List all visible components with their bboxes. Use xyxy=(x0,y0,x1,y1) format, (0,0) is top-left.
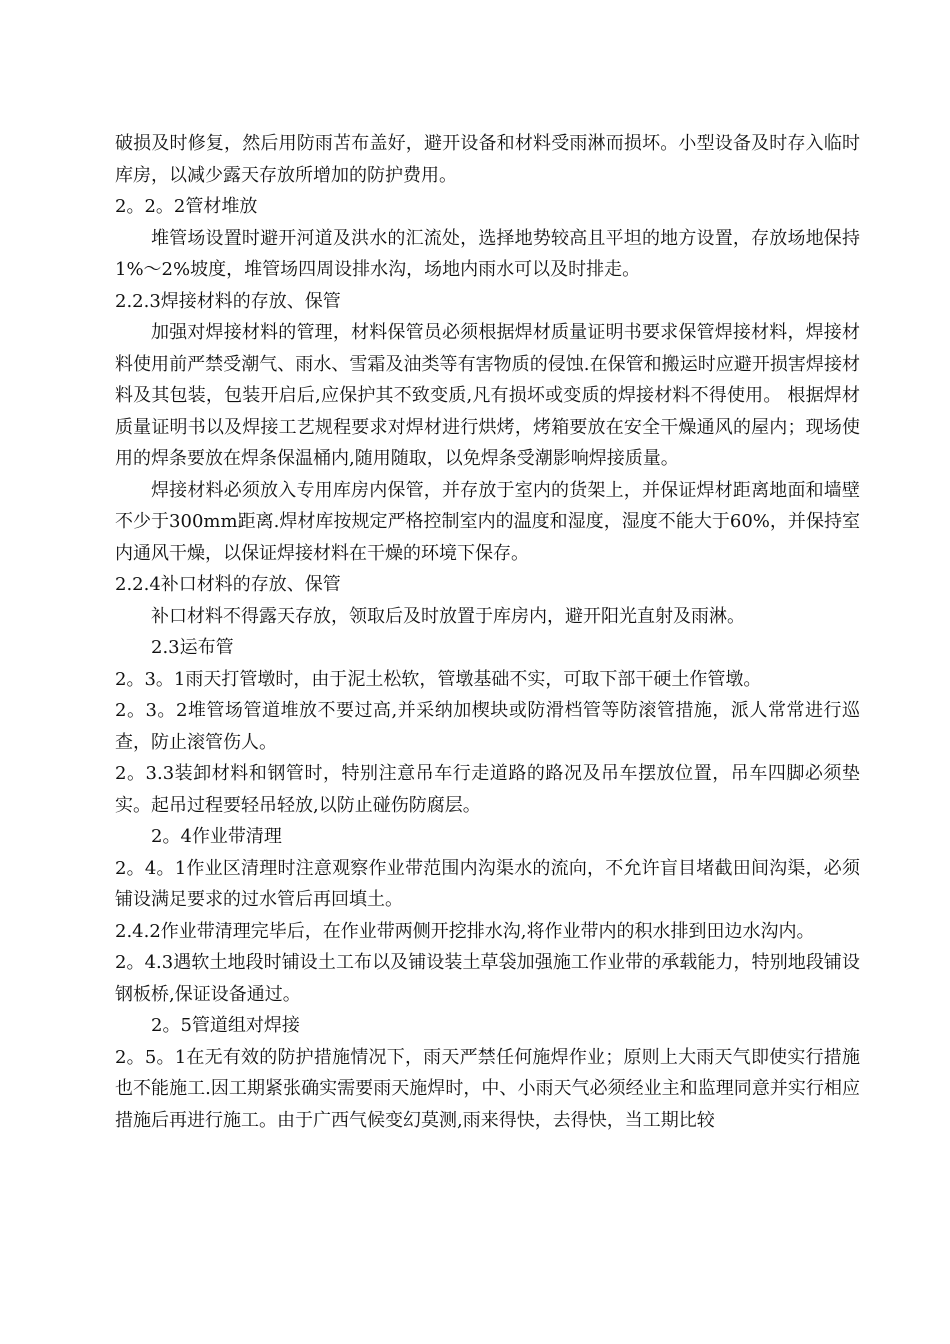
document-body xyxy=(115,128,860,1136)
paragraph: 补口材料不得露天存放，领取后及时放置于库房内，避开阳光直射及雨淋。 xyxy=(151,605,745,627)
paragraph: 2。4。1作业区清理时注意观察作业带范围内沟渠水的流向，不允许盲目堵截田间沟渠，必须铺设满足要求的过水管后再回填土。 xyxy=(115,857,860,910)
paragraph: 2。3.3装卸材料和钢管时，特别注意吊车行走道路的路况及吊车摆放位置，吊车四脚必须垫实。起吊过程要轻吊轻放,以防止碰伤防腐层。 xyxy=(115,763,860,816)
section-heading: 2.3运布管 xyxy=(151,637,234,658)
section-heading: 2.2.3焊接材料的存放、保管 xyxy=(115,290,341,312)
paragraph: 破损及时修复，然后用防雨苫布盖好，避开设备和材料受雨淋而损坏。小型设备及时存入临时库房，以减少露天存放所增加的防护费用。 xyxy=(115,133,860,186)
paragraph: 2.4.2作业带清理完毕后，在作业带两侧开挖排水沟,将作业带内的积水排到田边水沟内。 xyxy=(115,920,815,942)
section-heading: 2.2.4补口材料的存放、保管 xyxy=(115,574,341,595)
section-heading: 2。2。2管材堆放 xyxy=(115,196,258,217)
paragraph: 2。3。1雨天打管墩时，由于泥土松软，管墩基础不实，可取下部干硬土作管墩。 xyxy=(115,668,762,690)
section-heading: 2。4作业带清理 xyxy=(151,826,282,847)
paragraph: 2。3。2堆管场管道堆放不要过高,并采纳加楔块或防滑档管等防滚管措施，派人常常进行巡查，防止滚管伤人。 xyxy=(115,700,860,753)
section-heading: 2。5管道组对焊接 xyxy=(151,1015,300,1036)
paragraph: 2。4.3遇软土地段时铺设土工布以及铺设装土草袋加强施工作业带的承载能力，特别地段铺设钢板桥,保证设备通过。 xyxy=(115,952,860,1005)
paragraph: 加强对焊接材料的管理，材料保管员必须根据焊材质量证明书要求保管焊接材料，焊接材料使用前严禁受潮气、雨水、雪霜及油类等有害物质的侵蚀.在保管和搬运时应避开损害焊接材料及其包装，包装开启后,应保护其不致变质,凡有损坏或变质的焊接材料不得使用。 根据焊材质量证明书以及焊接工艺规程要求对焊材进行烘烤，烤箱要放在安全干燥通风的屋内；现场使用的焊条要放在焊条保温桶内,随用随取，以免焊条受潮影响焊接质量。 xyxy=(115,322,860,469)
paragraph: 2。5。1在无有效的防护措施情况下，雨天严禁任何施焊作业；原则上大雨天气即使实行措施也不能施工.因工期紧张确实需要雨天施焊时，中、小雨天气必须经业主和监理同意并实行相应措施后再进行施工。由于广西气候变幻莫测,雨来得快，去得快，当工期比较 xyxy=(115,1046,860,1131)
paragraph: 焊接材料必须放入专用库房内保管，并存放于室内的货架上，并保证焊材距离地面和墙壁不少于300mm距离.焊材库按规定严格控制室内的温度和湿度，湿度不能大于60%，并保持室内通风干燥，以保证焊接材料在干燥的环境下保存。 xyxy=(115,479,860,564)
paragraph: 堆管场设置时避开河道及洪水的汇流处，选择地势较高且平坦的地方设置，存放场地保持1%～2%坡度，堆管场四周设排水沟，场地内雨水可以及时排走。 xyxy=(115,227,860,280)
